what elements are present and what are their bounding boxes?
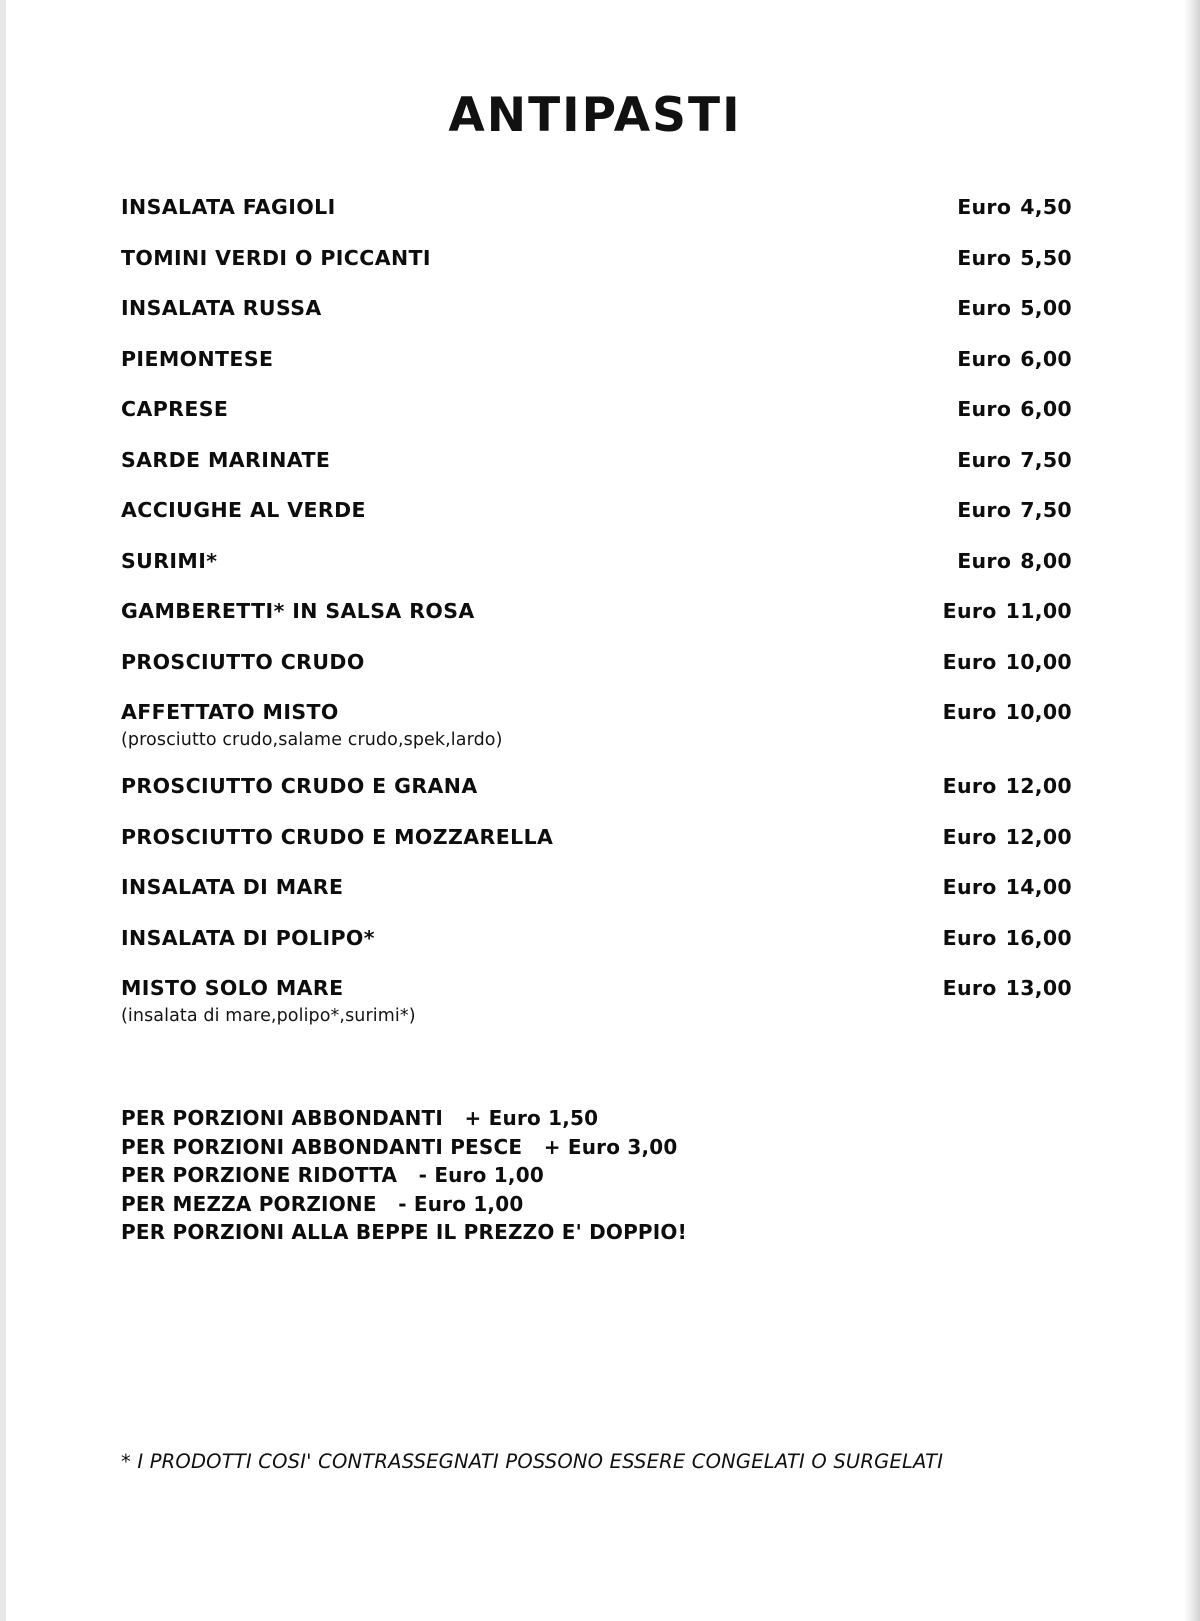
price-currency-label: Euro	[942, 700, 997, 724]
menu-item-list	[6, 195, 1184, 1026]
portion-note-line: PER PORZIONI ABBONDANTI PESCE + Euro 3,00	[121, 1134, 678, 1159]
price-currency-label: Euro	[957, 346, 1012, 371]
menu-item-price	[943, 825, 1072, 849]
price-amount: 7,50	[1020, 498, 1072, 522]
price-currency-label: Euro	[957, 447, 1012, 472]
price-amount: 5,00	[1020, 296, 1072, 320]
menu-item-price	[957, 549, 1072, 573]
menu-sheet	[6, 0, 1184, 1621]
menu-item-name: SURIMI*	[121, 548, 218, 573]
page-title: ANTIPASTI	[448, 88, 742, 143]
portion-note-line: PER PORZIONI ABBONDANTI + Euro 1,50	[121, 1106, 599, 1130]
menu-item-row	[6, 296, 1184, 320]
page-right-edge	[1184, 0, 1200, 1621]
price-amount: 13,00	[1005, 976, 1072, 1000]
menu-item-price	[957, 246, 1072, 270]
price-currency-label: Euro	[957, 498, 1012, 522]
portion-note-line: PER PORZIONE RIDOTTA - Euro 1,00	[121, 1163, 544, 1187]
menu-item-name: MISTO SOLO MARE	[121, 976, 344, 1000]
menu-item-row	[6, 875, 1184, 899]
menu-item-price	[943, 976, 1072, 1000]
menu-item-row	[6, 700, 1184, 724]
menu-item-row	[6, 246, 1184, 270]
menu-item-name: INSALATA DI POLIPO*	[121, 925, 375, 950]
menu-item-row	[6, 926, 1184, 950]
price-amount: 10,00	[1005, 649, 1072, 674]
menu-item-name: INSALATA FAGIOLI	[121, 195, 336, 219]
portion-notes-block	[6, 1106, 1184, 1244]
price-currency-label: Euro	[957, 245, 1012, 270]
menu-item-row	[6, 599, 1184, 623]
menu-item-row	[6, 825, 1184, 849]
menu-item-row	[6, 347, 1184, 371]
price-amount: 11,00	[1005, 599, 1072, 623]
price-currency-label: Euro	[942, 875, 997, 899]
price-currency-label: Euro	[942, 824, 997, 849]
price-currency-label: Euro	[957, 397, 1012, 421]
price-amount: 6,00	[1020, 346, 1072, 371]
menu-item-price	[957, 498, 1072, 522]
menu-item-name: ACCIUGHE AL VERDE	[121, 498, 366, 522]
menu-item-name: INSALATA DI MARE	[121, 875, 344, 899]
menu-item-name: CAPRESE	[121, 397, 229, 421]
menu-item-price	[943, 700, 1072, 724]
price-currency-label: Euro	[942, 925, 997, 950]
menu-item-row	[6, 397, 1184, 421]
menu-item-row	[6, 650, 1184, 674]
menu-item-name: SARDE MARINATE	[121, 447, 331, 472]
price-currency-label: Euro	[942, 599, 997, 623]
menu-item-row	[6, 195, 1184, 219]
price-amount: 12,00	[1005, 774, 1072, 798]
menu-item-price	[957, 448, 1072, 472]
portion-note-line: PER MEZZA PORZIONE - Euro 1,00	[121, 1191, 524, 1216]
menu-item-description: (prosciutto crudo,salame crudo,spek,lardo)	[121, 730, 503, 750]
menu-item-name: TOMINI VERDI O PICCANTI	[121, 245, 431, 270]
menu-item-name: INSALATA RUSSA	[121, 296, 322, 320]
menu-item-name: PROSCIUTTO CRUDO E MOZZARELLA	[121, 824, 554, 849]
menu-item-row	[6, 976, 1184, 1000]
menu-item-row	[6, 498, 1184, 522]
price-amount: 10,00	[1005, 700, 1072, 724]
menu-item-name: GAMBERETTI* IN SALSA ROSA	[121, 599, 475, 623]
price-currency-label: Euro	[957, 296, 1012, 320]
menu-item-name: AFFETTATO MISTO	[121, 700, 339, 724]
menu-item-price	[943, 599, 1072, 623]
frozen-products-footnote: * I PRODOTTI COSI' CONTRASSEGNATI POSSONO ESSERE CONGELATI O SURGELATI	[121, 1450, 944, 1473]
menu-item-name: PIEMONTESE	[121, 346, 274, 371]
price-amount: 5,50	[1020, 245, 1072, 270]
price-currency-label: Euro	[957, 548, 1012, 573]
menu-item-price	[943, 875, 1072, 899]
portion-note-line: PER PORZIONI ALLA BEPPE IL PREZZO E' DOPPIO!	[121, 1220, 687, 1244]
price-amount: 4,50	[1020, 195, 1072, 219]
price-amount: 6,00	[1020, 397, 1072, 421]
menu-item-price	[943, 650, 1072, 674]
menu-item-price	[957, 347, 1072, 371]
price-currency-label: Euro	[942, 976, 997, 1000]
price-currency-label: Euro	[942, 774, 997, 798]
menu-item-row	[6, 448, 1184, 472]
menu-item-row	[6, 774, 1184, 798]
price-currency-label: Euro	[942, 649, 997, 674]
menu-item-name: PROSCIUTTO CRUDO E GRANA	[121, 774, 478, 798]
menu-item-price	[943, 926, 1072, 950]
price-amount: 16,00	[1005, 925, 1072, 950]
price-currency-label: Euro	[957, 195, 1012, 219]
price-amount: 8,00	[1020, 548, 1072, 573]
menu-item-price	[957, 397, 1072, 421]
menu-item-description: (insalata di mare,polipo*,surimi*)	[121, 1006, 416, 1026]
menu-item-price	[943, 774, 1072, 798]
price-amount: 7,50	[1020, 447, 1072, 472]
menu-item-price	[957, 195, 1072, 219]
menu-item-row	[6, 549, 1184, 573]
menu-item-price	[957, 296, 1072, 320]
price-amount: 14,00	[1005, 875, 1072, 899]
price-amount: 12,00	[1005, 824, 1072, 849]
menu-item-name: PROSCIUTTO CRUDO	[121, 649, 365, 674]
